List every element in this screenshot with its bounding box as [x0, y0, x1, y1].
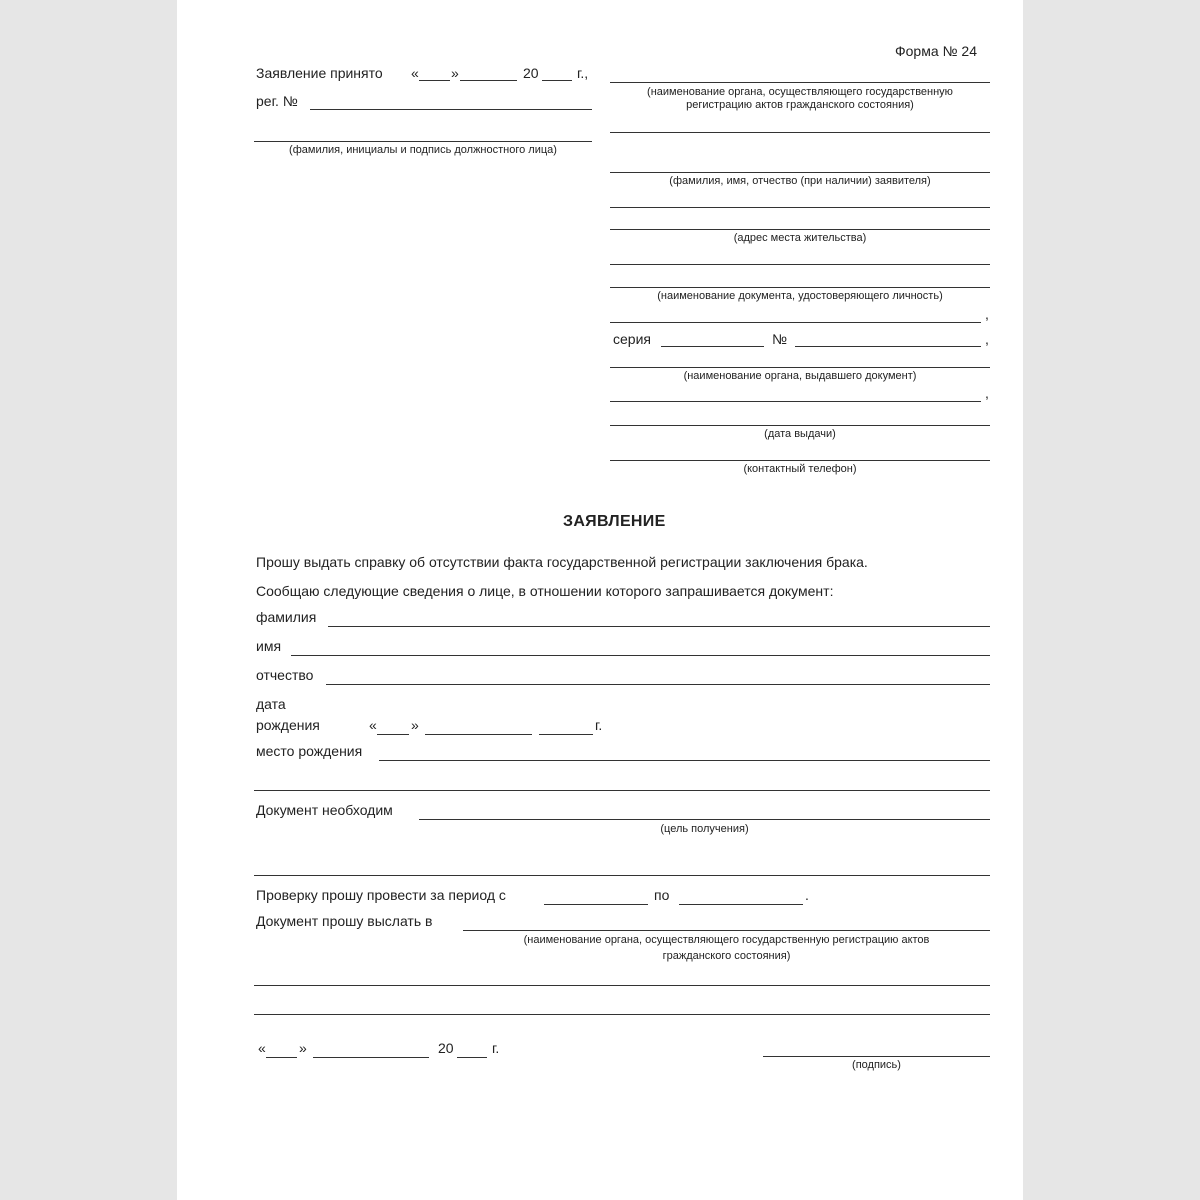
comma-3: , — [985, 385, 989, 401]
birth-date-label-2: рождения — [256, 717, 320, 733]
send-to-caption-2: гражданского состояния) — [662, 950, 791, 962]
address-field[interactable] — [610, 229, 990, 230]
send-to-label: Документ прошу выслать в — [256, 913, 433, 929]
accepted-open-quote: « — [411, 65, 419, 81]
send-to-field-2[interactable] — [254, 985, 990, 986]
authority-caption-1: (наименование органа, осуществляющего государственную — [647, 86, 953, 98]
issue-date-field[interactable] — [610, 425, 990, 426]
birthplace-label: место рождения — [256, 743, 363, 759]
birth-open-quote: « — [369, 717, 377, 733]
send-to-caption-1: (наименование органа, осуществляющего государственную регистрацию актов — [523, 934, 930, 946]
patronymic-label: отчество — [256, 667, 314, 683]
birthplace-field-2[interactable] — [254, 790, 990, 791]
authority-field[interactable] — [610, 82, 990, 83]
purpose-field-2[interactable] — [254, 875, 990, 876]
period-to-field[interactable] — [679, 904, 803, 905]
birth-date-label-1: дата — [256, 696, 286, 712]
address-field-2[interactable] — [610, 264, 990, 265]
birth-day-field[interactable] — [377, 734, 409, 735]
birth-year-field[interactable] — [539, 734, 593, 735]
applicant-name-field[interactable] — [610, 172, 990, 173]
accepted-label: Заявление принято — [256, 65, 383, 81]
issuer-caption: (наименование органа, выдавшего документ) — [683, 370, 917, 382]
footer-open-quote: « — [258, 1040, 266, 1056]
intro-text: Сообщаю следующие сведения о лице, в отношении которого запрашивается документ: — [256, 583, 834, 599]
accepted-year-field[interactable] — [542, 80, 572, 81]
series-field[interactable] — [661, 346, 764, 347]
signature-caption: (подпись) — [852, 1059, 901, 1071]
series-label: серия — [613, 331, 651, 347]
accepted-day-field[interactable] — [419, 80, 450, 81]
name-label: имя — [256, 638, 282, 654]
comma-2: , — [985, 331, 989, 347]
official-caption: (фамилия, инициалы и подпись должностного лица) — [289, 144, 557, 156]
authority-field-2[interactable] — [610, 132, 990, 133]
id-document-caption: (наименование документа, удостоверяющего личность) — [657, 290, 943, 302]
period-label: Проверку прошу провести за период с — [256, 887, 506, 903]
authority-caption-2: регистрацию актов гражданского состояния) — [686, 99, 914, 111]
reg-number-label: рег. № — [256, 93, 298, 109]
signature-field[interactable] — [763, 1056, 990, 1057]
reg-number-field[interactable] — [310, 109, 592, 110]
issue-date-caption: (дата выдачи) — [764, 428, 836, 440]
name-field[interactable] — [291, 655, 990, 656]
issuer-field[interactable] — [610, 367, 990, 368]
footer-year-field[interactable] — [457, 1057, 487, 1058]
issuer-field-2[interactable] — [610, 401, 981, 402]
purpose-label: Документ необходим — [256, 802, 393, 818]
address-caption: (адрес места жительства) — [733, 232, 867, 244]
birthplace-field[interactable] — [379, 760, 990, 761]
footer-close-quote: » — [299, 1040, 307, 1056]
form-page — [177, 0, 1023, 1200]
id-document-field-2[interactable] — [610, 322, 981, 323]
applicant-caption: (фамилия, имя, отчество (при наличии) заявителя) — [669, 175, 931, 187]
birth-close-quote: » — [411, 717, 419, 733]
period-to-label: по — [654, 887, 670, 903]
surname-label: фамилия — [256, 609, 317, 625]
accepted-year-suffix: г., — [577, 65, 589, 81]
purpose-caption: (цель получения) — [660, 823, 749, 835]
comma-1: , — [985, 306, 989, 322]
number-label: № — [772, 331, 788, 347]
send-to-field[interactable] — [463, 930, 990, 931]
form-number: Форма № 24 — [895, 43, 977, 59]
birth-year-suffix: г. — [595, 717, 603, 733]
request-text: Прошу выдать справку об отсутствии факта государственной регистрации заключения брака. — [256, 554, 868, 570]
surname-field[interactable] — [328, 626, 990, 627]
footer-month-field[interactable] — [313, 1057, 429, 1058]
period-end: . — [805, 887, 809, 903]
official-signature-field[interactable] — [254, 141, 592, 142]
phone-caption: (контактный телефон) — [743, 463, 857, 475]
send-to-field-3[interactable] — [254, 1014, 990, 1015]
accepted-close-quote: » — [451, 65, 459, 81]
id-document-field[interactable] — [610, 287, 990, 288]
applicant-name-field-2[interactable] — [610, 207, 990, 208]
phone-field[interactable] — [610, 460, 990, 461]
id-number-field[interactable] — [795, 346, 981, 347]
patronymic-field[interactable] — [326, 684, 990, 685]
footer-year-suffix: г. — [492, 1040, 500, 1056]
purpose-field[interactable] — [419, 819, 990, 820]
footer-day-field[interactable] — [266, 1057, 297, 1058]
footer-year-prefix: 20 — [438, 1040, 454, 1056]
document-title: ЗАЯВЛЕНИЕ — [563, 513, 666, 530]
period-from-field[interactable] — [544, 904, 648, 905]
accepted-month-field[interactable] — [460, 80, 517, 81]
accepted-year-prefix: 20 — [523, 65, 539, 81]
birth-month-field[interactable] — [425, 734, 532, 735]
